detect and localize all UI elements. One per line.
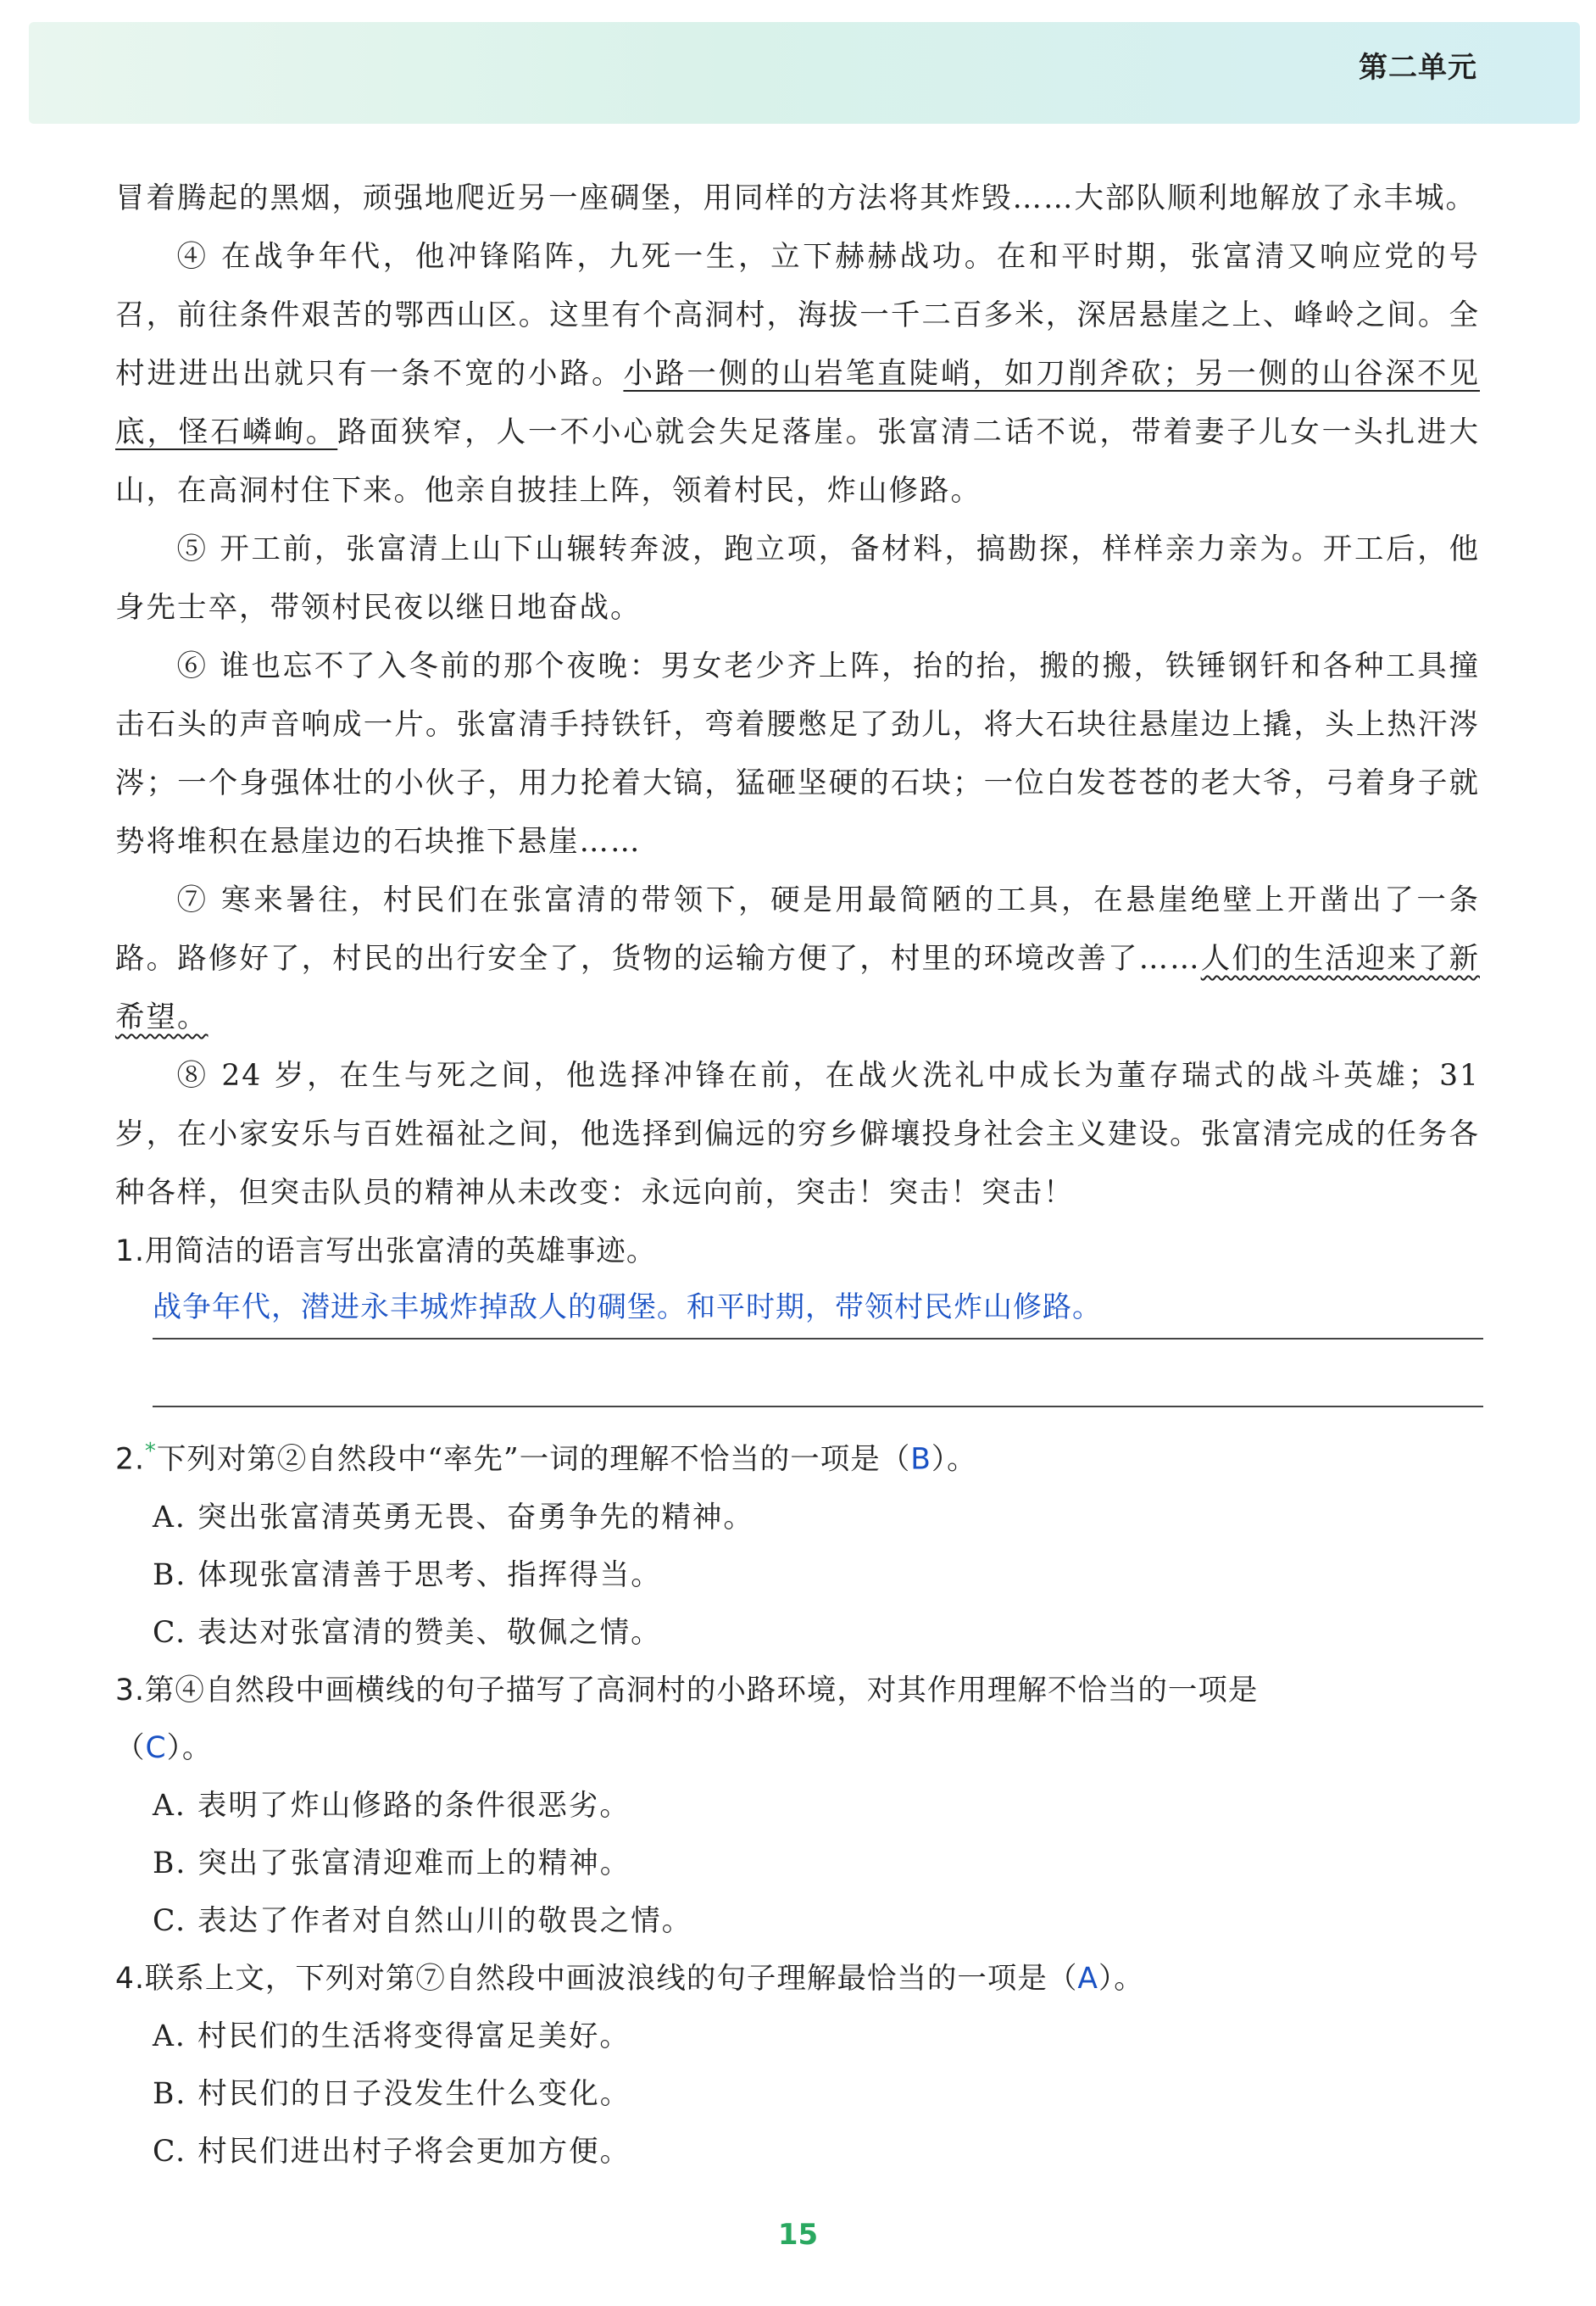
option-c[interactable]: C. 表达对张富清的赞美、敬佩之情。 [153,1615,662,1650]
passage-paragraph-8: ⑧ 24 岁，在生与死之间，他选择冲锋在前，在战火洗礼中成长为董存瑞式的战斗英雄；31 岁，在小家安乐与百姓福祉之间，他选择到偏远的穷乡僻壤投身社会主义建设。张富清完成的任务各种各样，但突击队员的精神从未改变：永远向前，突击！突击！突击！ [115,1059,1481,1210]
answer-line-2[interactable] [153,1340,1483,1407]
option-a[interactable]: A. 表明了炸山修路的条件很恶劣。 [153,1788,631,1823]
star-icon: * [144,1439,157,1464]
option-b[interactable]: B. 突出了张富清迎难而上的精神。 [153,1846,631,1880]
paragraph-number: ⑧ [176,1059,209,1093]
passage-paragraph-6: ⑥ 谁也忘不了入冬前的那个夜晚：男女老少齐上阵，抬的抬，搬的搬，铁锤钢钎和各种工具撞击石头的声音响成一片。张富清手持铁钎，弯着腰憋足了劲儿，将大石块往悬崖边上撬，头上热汗涔涔；一个身强体壮的小伙子，用力抡着大镐，猛砸坚硬的石块；一位白发苍苍的老大爷，弓着身子就势将堆积在悬崖边的石块推下悬崖…… [115,649,1480,859]
question-3: 3.第④自然段中画横线的句子描写了高洞村的小路环境，对其作用理解不恰当的一项是 （C）。 [115,1673,1259,1765]
wavy-underlined-sentence: 人们的生活迎来了新希望。 [115,942,1480,1034]
answer-choice[interactable]: B [910,1442,931,1477]
header-banner [29,22,1580,124]
paragraph-number: ⑥ [176,649,209,683]
option-a[interactable]: A. 村民们的生活将变得富足美好。 [153,2019,631,2053]
unit-title: 第二单元 [1359,51,1477,85]
passage-paragraph-4: ④ 在战争年代，他冲锋陷阵，九死一生，立下赫赫战功。在和平时期，张富清又响应党的号召，前往条件艰苦的鄂西山区。这里有个高洞村，海拔一千二百多米，深居悬崖之上、峰岭之间。全村进进出出就只有一条不宽的小路。小路一侧的山岩笔直陡峭，如刀削斧砍；另一侧的山谷深不见底，怪石嶙峋。路面狭窄，人一不小心就会失足落崖。张富清二话不说，带着妻子儿女一头扎进大山，在高洞村住下来。他亲自披挂上阵，领着村民，炸山修路。 [115,240,1481,508]
passage-paragraph-5: ⑤ 开工前，张富清上山下山辗转奔波，跑立项，备材料，搞勘探，样样亲力亲为。开工后，他身先士卒，带领村民夜以继日地奋战。 [115,532,1480,625]
question-2: 2.*下列对第②自然段中“率先”一词的理解不恰当的一项是（B）。 [115,1439,977,1477]
option-b[interactable]: B. 体现张富清善于思考、指挥得当。 [153,1557,662,1592]
question-1: 1.用简洁的语言写出张富清的英雄事迹。 [115,1234,657,1268]
answer-choice[interactable]: A [1077,1961,1099,1996]
option-c[interactable]: C. 表达了作者对自然山川的敬畏之情。 [153,1903,693,1938]
answer-line-1[interactable]: 战争年代，潜进永丰城炸掉敌人的碉堡。和平时期，带领村民炸山修路。 [153,1280,1483,1340]
page-number: 15 [777,2218,819,2252]
paragraph-number: ⑦ [176,883,209,917]
option-c[interactable]: C. 村民们进出村子将会更加方便。 [153,2134,631,2169]
answer-choice[interactable]: C [145,1730,167,1765]
passage-paragraph-continued: 冒着腾起的黑烟，顽强地爬近另一座碉堡，用同样的方法将其炸毁……大部队顺利地解放了永丰城。 [115,181,1476,215]
question-4: 4.联系上文，下列对第⑦自然段中画波浪线的句子理解最恰当的一项是（A）。 [115,1961,1144,1996]
paragraph-number: ④ [176,240,209,274]
paragraph-number: ⑤ [176,532,209,566]
underlined-sentence: 小路一侧的山岩笔直陡峭，如刀削斧砍；另一侧的山谷深不见底，怪石嶙峋。 [115,357,1481,449]
passage-paragraph-7: ⑦ 寒来暑往，村民们在张富清的带领下，硬是用最简陋的工具，在悬崖绝壁上开凿出了一条路。路修好了，村民的出行安全了，货物的运输方便了，村里的环境改善了……人们的生活迎来了新希望。 [115,883,1481,1034]
option-a[interactable]: A. 突出张富清英勇无畏、奋勇争先的精神。 [153,1500,754,1535]
page-content [115,170,1480,2181]
option-b[interactable]: B. 村民们的日子没发生什么变化。 [153,2076,631,2111]
